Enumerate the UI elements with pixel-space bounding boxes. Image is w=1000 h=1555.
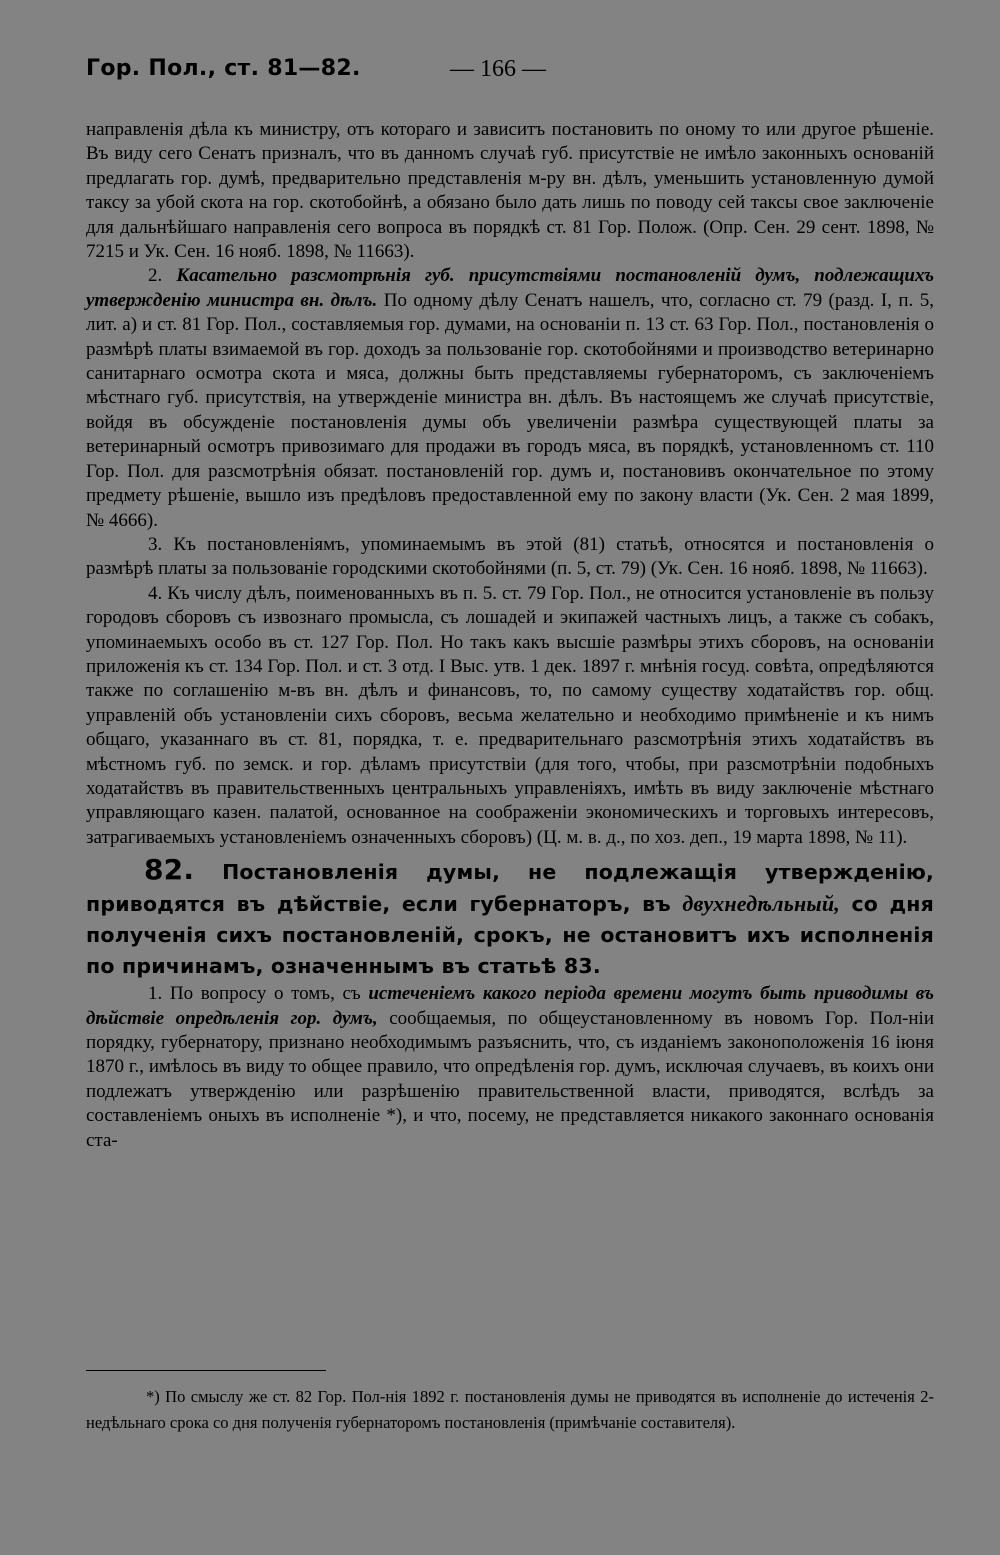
paragraph-text-start: По вопросу о томъ, съ bbox=[169, 983, 361, 1005]
paragraph-text-end: сообщаемыя, по общеустановленному въ новомъ Гор. Пол-ніи порядку, губернатору, признано необходимымъ разъяснить, что, съ изданіемъ законоположенія 16 іюня 1870 г., имѣлось въ виду то общее правило, что опредѣленія гор. думъ, исключая случаевъ, въ коихъ они подлежатъ утвержденію или разрѣшенію правительственной власти, приводятся, вслѣдъ за составленіемъ оныхъ въ исполненіе *), и что, посему, не представляется никакого законнаго основанія ста- bbox=[86, 1007, 935, 1151]
running-head: Гор. Пол., ст. 81—82. bbox=[86, 56, 361, 81]
paragraph-heading: Касательно разсмотрѣнія губ. присутствіями постановленій думъ, подлежащихъ утвержденію министра вн. дѣлъ. bbox=[86, 265, 935, 311]
footnote-text: *) По смыслу же ст. 82 Гор. Пол-нія 1892 г. постановленія думы не приводятся въ исполненіе до истеченія 2-недѣльнаго срока со дня полученія губернаторомъ постановленія (примѣчаніе составителя). bbox=[86, 1387, 934, 1432]
footnote bbox=[86, 1384, 934, 1436]
footnote-separator bbox=[86, 1370, 326, 1371]
article-italic-term: двухнедѣльный, bbox=[682, 891, 840, 917]
page-header bbox=[86, 56, 934, 90]
page-body bbox=[86, 118, 934, 1153]
paragraph-4: 4. Къ числу дѣлъ, поименованныхъ въ п. 5. ст. 79 Гор. Пол., не относится установленіе въ пользу городовъ сборовъ съ извознаго промысла, съ лошадей и экипажей частныхъ лицъ, а также съ собакъ, упоминаемыхъ особо въ ст. 127 Гор. Пол. Но такъ какъ высшіе размѣры этихъ сборовъ, на основаніи приложенія къ ст. 134 Гор. Пол. и ст. 3 отд. I Выс. утв. 1 дек. 1897 г. мнѣнія госуд. совѣта, опредѣляются также по соглашенію м-въ вн. дѣлъ и финансовъ, то, по самому существу ходатайствъ гор. общ. управленій объ установленіи сихъ сборовъ, весьма желательно и необходимо примѣненіе и къ нимъ общаго, указаннаго въ ст. 81, порядка, т. е. предварительнаго разсмотрѣнія этихъ ходатайствъ въ мѣстномъ губ. по земск. и гор. дѣламъ присутствіи (для того, чтобы, при разсмотрѣніи подобныхъ ходатайствъ въ правительственныхъ центральныхъ управленіяхъ, имѣть въ виду заключеніе мѣстнаго управляющаго казен. палатой, основанное на соображеніи экономическихъ и торговыхъ интересовъ, затрагиваемыхъ установленіемъ означенныхъ сборовъ) (Ц. м. в. д., по хоз. деп., 19 марта 1898, № 11). bbox=[86, 582, 934, 848]
paragraph-continuation: направленія дѣла къ министру, отъ котораго и зависитъ постановить по оному то или другое рѣшеніе. Въ виду сего Сенатъ призналъ, что въ данномъ случаѣ губ. присутствіе не имѣло законныхъ основаній предлагать гор. думѣ, предварительно представленія м-ру вн. дѣлъ, уменьшить установленную думой таксу за убой скота на гор. скотобойнѣ, а обязано было дать лишь по поводу сей таксы свое заключеніе для дальнѣйшаго направленія сего вопроса въ порядкѣ ст. 81 Гор. Полож. (Опр. Сен. 29 сент. 1898, № 7215 и Ук. Сен. 16 нояб. 1898, № 11663). bbox=[86, 119, 934, 263]
paragraph-3: 3. Къ постановленіямъ, упоминаемымъ въ этой (81) статьѣ, относятся и постановленія о размѣрѣ платы за пользованіе городскими скотобойнями (п. 5, ст. 79) (Ук. Сен. 16 нояб. 1898, № 11663). bbox=[86, 533, 934, 580]
paragraph-2 bbox=[86, 264, 934, 532]
article-82 bbox=[86, 854, 934, 982]
paragraph-number: 2. bbox=[148, 265, 163, 287]
paragraph-italic-phrase: истеченіемъ какого періода времени могутъ быть приводимы въ дѣйствіе опредѣленія гор. думъ, bbox=[86, 983, 935, 1029]
paragraph-5 bbox=[86, 982, 934, 1153]
page-number: — 166 — bbox=[450, 56, 546, 82]
paragraph-text: По одному дѣлу Сенатъ нашелъ, что, согласно ст. 79 (разд. I, п. 5, лит. а) и ст. 81 Гор. Пол., составляемыя гор. думами, на основаніи п. 13 ст. 63 Гор. Пол., постановленія о размѣрѣ платы взимаемой въ гор. доходъ за пользованіе гор. скотобойнями и производство ветеринарно санитарнаго осмотра скота и мяса, должны быть представляемы губернаторомъ, съ заключеніемъ мѣстнаго губ. присутствія, на утвержденіе министра вн. дѣлъ. Въ настоящемъ же случаѣ присутствіе, войдя въ обсужденіе постановленія думы объ увеличеніи размѣра существующей платы за ветеринарный осмотръ привозимаго для продажи въ городъ мяса, въ порядкѣ, установленномъ ст. 110 Гор. Пол. для разсмотрѣнія обязат. постановленій гор. думъ и, постановивъ окончательное по этому предмету рѣшеніе, вышло изъ предѣловъ предоставленной ему по закону власти (Ук. Сен. 2 мая 1899, № 4666). bbox=[86, 289, 935, 531]
paragraph-number: 1. bbox=[148, 983, 163, 1005]
article-number: 82. bbox=[144, 853, 195, 887]
article-text-end: со дня полученія сихъ постановленій, срокъ, не остановитъ ихъ исполненія по причинамъ, означеннымъ въ статьѣ 83. bbox=[86, 892, 935, 979]
article-text-start: Постановленія думы, не подлежащія утвержденію, приводятся въ дѣйствіе, если губернаторъ, въ bbox=[86, 860, 934, 917]
